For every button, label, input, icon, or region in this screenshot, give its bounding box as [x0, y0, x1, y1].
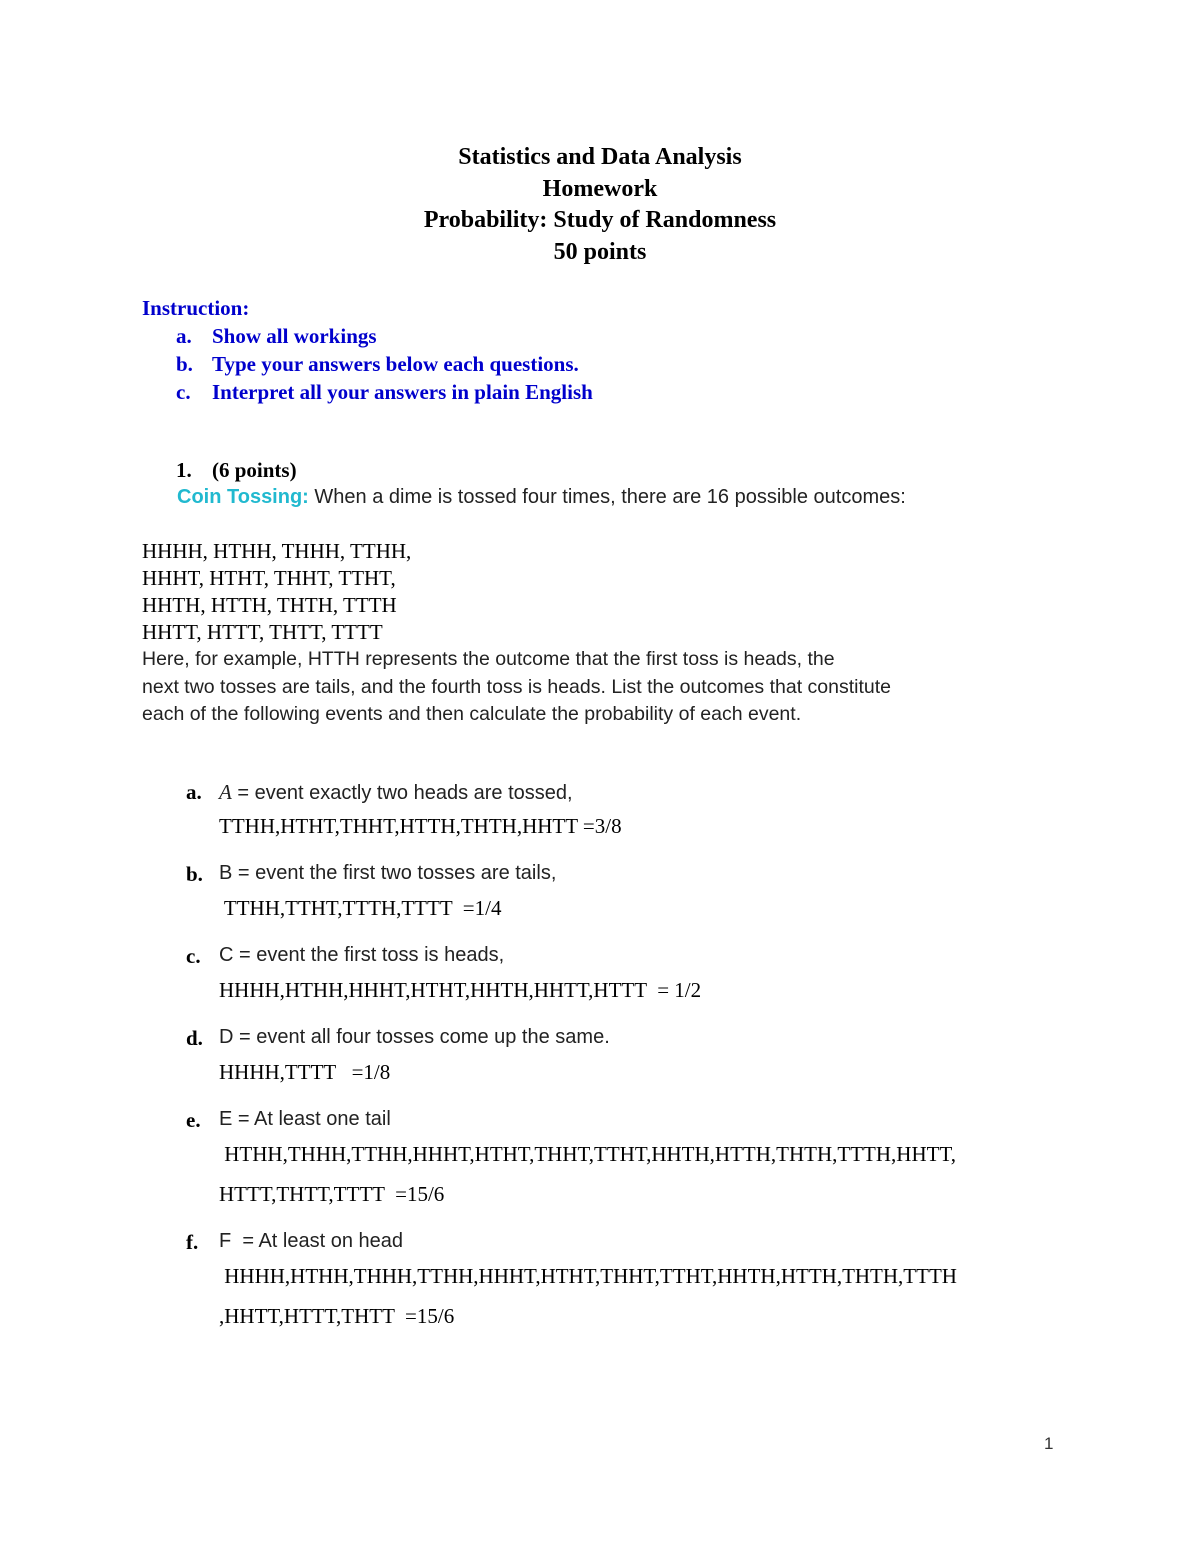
outcomes-row: HHTT, HTTT, THTT, TTTT — [142, 620, 383, 644]
part-question — [186, 1108, 1086, 1139]
part-label: a. — [186, 780, 202, 804]
part-label: f. — [186, 1230, 199, 1254]
page-number: 1 — [1044, 1434, 1054, 1453]
instruction-item — [176, 322, 593, 350]
part-label: d. — [186, 1026, 203, 1050]
part-label: b. — [186, 862, 203, 886]
question-points: (6 points) — [212, 458, 297, 482]
outcomes-row: HHTH, HTTH, THTH, TTTH — [142, 593, 397, 617]
part-question-text: F = At least on head — [219, 1230, 404, 1252]
description-line: Here, for example, HTTH represents the outcome that the first toss is heads, the — [142, 648, 835, 670]
part-answer: HHHH,HTHH,HHHT,HTHT,HHTH,HHTT,HTTT = 1/2 — [219, 978, 702, 1002]
total-points: 50 points — [553, 238, 647, 265]
instruction-item — [176, 378, 593, 406]
part-answer: ,HHTT,HTTT,THTT =15/6 — [219, 1304, 455, 1328]
description-line: each of the following events and then calculate the probability of each event. — [142, 703, 802, 725]
assignment-topic: Probability: Study of Randomness — [423, 207, 777, 233]
question-heading — [176, 458, 297, 483]
instructions-list — [176, 322, 593, 406]
part-answer: HTHH,THHH,TTHH,HHHT,HTHT,THHT,TTHT,HHTH,HTTH,THTH,TTTH,HHTT, — [219, 1142, 956, 1166]
part-answer: HHHH,TTTT =1/8 — [219, 1060, 391, 1084]
part-question-text: C = event the first toss is heads, — [219, 944, 505, 966]
part-question-body: = event exactly two heads are tossed, — [231, 782, 573, 804]
instructions-heading: Instruction: — [142, 296, 250, 320]
instruction-text: Interpret all your answers in plain English — [212, 380, 593, 404]
description-line: next two tosses are tails, and the fourth toss is heads. List the outcomes that constitute — [142, 675, 891, 698]
part-question-text: E = At least one tail — [219, 1108, 391, 1130]
instruction-item — [176, 350, 593, 378]
part-question — [186, 1230, 1086, 1261]
question-intro-text: When a dime is tossed four times, there are 16 possible outcomes: — [308, 486, 906, 508]
title-block — [0, 142, 1200, 268]
part-question — [186, 780, 1086, 811]
question-topic: Coin Tossing: — [177, 486, 309, 508]
outcomes-list — [142, 538, 411, 646]
part-answer: TTHH,TTHT,TTTH,TTTT =1/4 — [219, 896, 502, 920]
question-number: 1. — [176, 458, 192, 482]
part-question — [186, 1026, 1086, 1057]
part-question-text: B = event the first two tosses are tails, — [219, 862, 557, 884]
part-question-text: D = event all four tosses come up the same. — [219, 1026, 610, 1048]
question-description — [142, 646, 891, 729]
outcomes-row: HHHT, HTHT, THHT, TTHT, — [142, 566, 396, 590]
part-answer: HTTT,THTT,TTTT =15/6 — [219, 1182, 445, 1206]
instruction-label: b. — [176, 352, 193, 376]
event-variable: A — [219, 780, 232, 804]
part-answer: TTHH,HTHT,THHT,HTTH,THTH,HHTT =3/8 — [219, 814, 622, 838]
assignment-type: Homework — [542, 175, 658, 202]
part-question — [186, 944, 1086, 975]
instruction-text: Show all workings — [212, 324, 377, 348]
part-label: e. — [186, 1108, 201, 1132]
part-label: c. — [186, 944, 201, 968]
part-answer: HHHH,HTHH,THHH,TTHH,HHHT,HTHT,THHT,TTHT,HHTH,HTTH,THTH,TTTH — [219, 1264, 957, 1288]
outcomes-row: HHHH, HTHH, THHH, TTHH, — [142, 539, 412, 563]
instruction-label: c. — [176, 380, 191, 404]
question-parts — [186, 780, 1086, 1352]
instruction-text: Type your answers below each questions. — [212, 352, 579, 376]
part-question — [186, 862, 1086, 893]
instruction-label: a. — [176, 324, 192, 348]
course-title: Statistics and Data Analysis — [458, 144, 742, 170]
part-question-text — [219, 780, 573, 805]
question-intro — [177, 486, 906, 509]
